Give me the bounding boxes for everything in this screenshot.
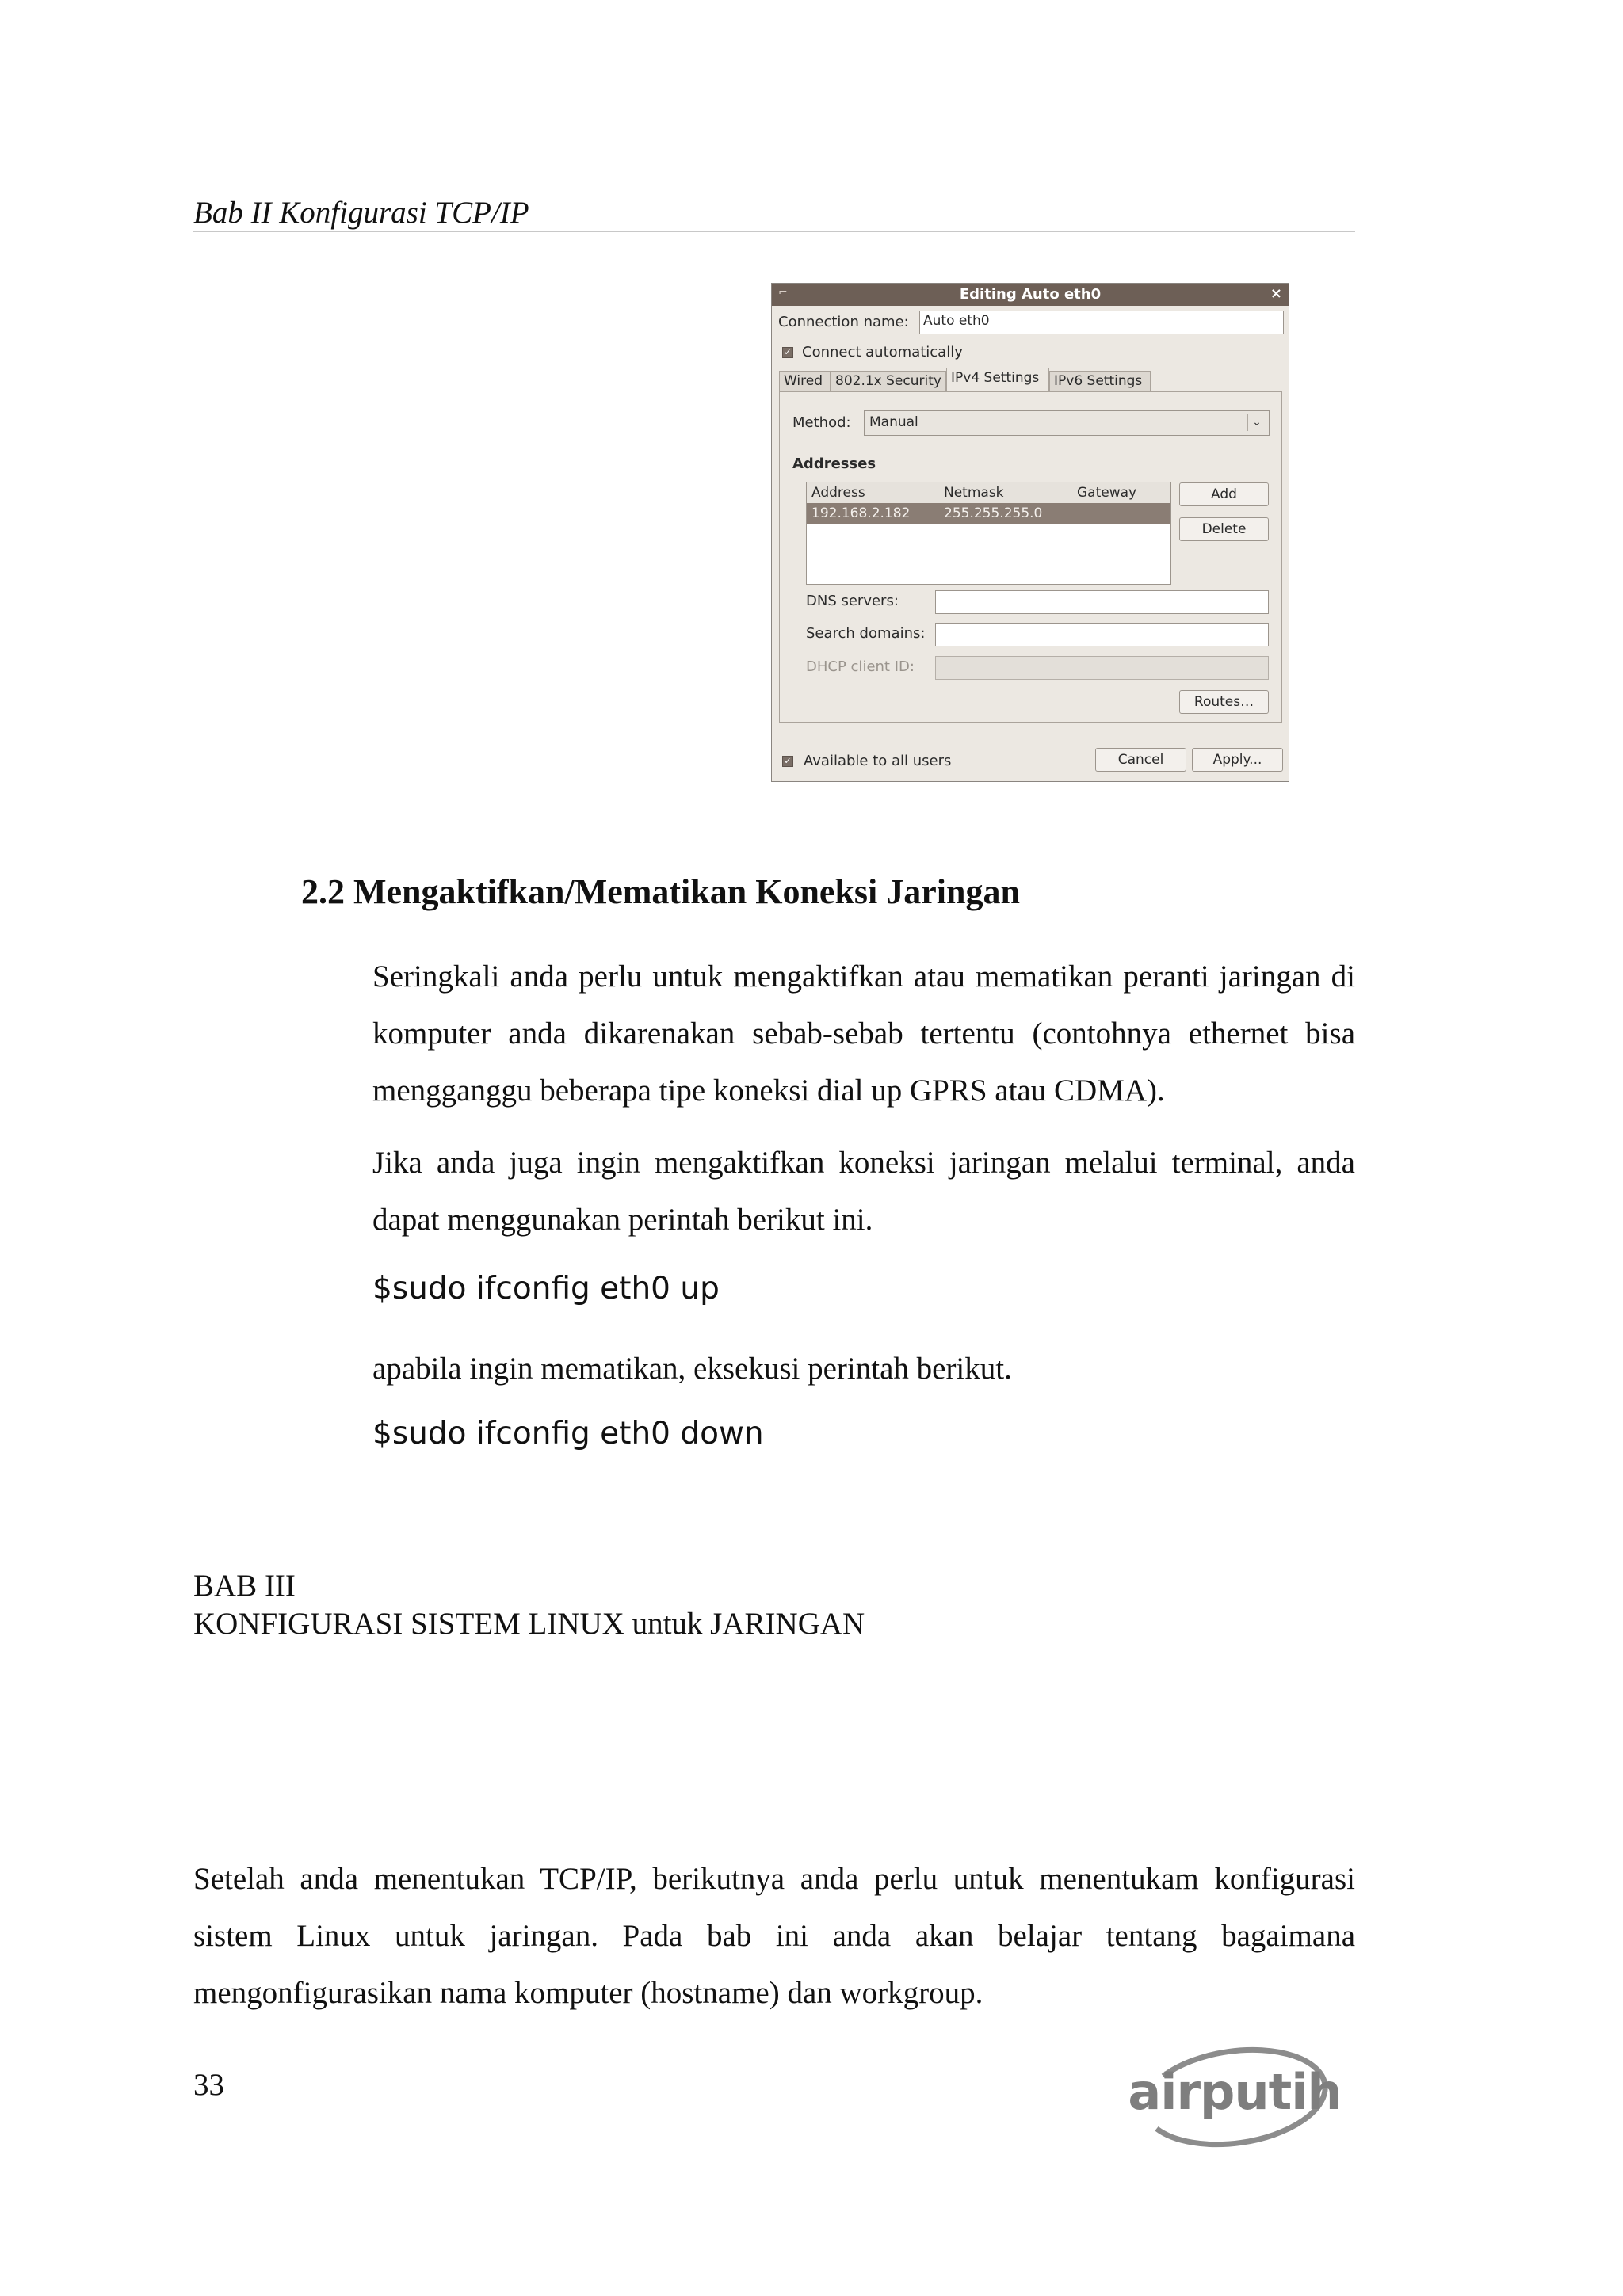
chapter-intro-paragraph: Setelah anda menentukan TCP/IP, berikutnya anda perlu untuk menentukam konfigurasi sistem Linux untuk jaringan. Pada bab ini anda akan belajar tentang bagaimana mengonfigurasikan nama komputer (hostname) dan workgroup. <box>193 1862 1355 2010</box>
close-icon[interactable]: × <box>1270 285 1282 302</box>
available-to-all-users-checkbox[interactable]: ✓ <box>782 756 793 767</box>
tab-wired[interactable]: Wired <box>779 371 831 391</box>
cancel-button[interactable]: Cancel <box>1095 748 1186 772</box>
delete-button[interactable]: Delete <box>1179 517 1269 541</box>
chevron-down-icon: ⌄ <box>1247 414 1266 431</box>
table-header <box>807 482 1170 504</box>
chapter-title: KONFIGURASI SISTEM LINUX untuk JARINGAN <box>193 1607 865 1641</box>
search-domains-label: Search domains: <box>806 625 926 642</box>
running-header: Bab II Konfigurasi TCP/IP <box>193 196 529 230</box>
table-row[interactable] <box>807 503 1170 524</box>
dialog-title: Editing Auto eth0 <box>959 286 1102 303</box>
chapter-heading <box>193 1567 865 1643</box>
available-to-all-users-label: Available to all users <box>804 753 952 769</box>
tab-8021x-security[interactable]: 802.1x Security <box>831 371 946 391</box>
cell-address: 192.168.2.182 <box>812 505 911 521</box>
editing-connection-dialog <box>771 283 1289 782</box>
add-button[interactable]: Add <box>1179 482 1269 506</box>
column-header-gateway[interactable]: Gateway <box>1077 485 1137 501</box>
section-paragraph-1: Seringkali anda perlu untuk mengaktifkan atau mematikan peranti jaringan di komputer anda dikarenakan sebab-sebab tertentu (contohnya ethernet bisa mengganggu beberapa tipe koneksi dial up GPRS atau CDMA). <box>372 959 1355 1108</box>
connect-automatically-checkbox[interactable]: ✓ <box>782 347 793 358</box>
connection-name-label: Connection name: <box>778 314 909 330</box>
search-domains-input[interactable] <box>935 623 1269 646</box>
section-paragraph-2: Jika anda juga ingin mengaktifkan koneksi jaringan melalui terminal, anda dapat menggunakan perintah berikut ini. <box>372 1146 1355 1237</box>
svg-text:airputih: airputih <box>1128 2063 1342 2121</box>
cell-netmask: 255.255.255.0 <box>944 505 1043 521</box>
header-rule <box>193 231 1355 232</box>
airputih-logo <box>1104 2044 1365 2151</box>
dialog-titlebar <box>772 284 1289 306</box>
dns-servers-label: DNS servers: <box>806 593 899 609</box>
dns-servers-input[interactable] <box>935 590 1269 614</box>
section-heading: 2.2 Mengaktifkan/Mematikan Koneksi Jaringan <box>301 872 1020 911</box>
routes-button[interactable]: Routes… <box>1179 690 1269 714</box>
method-label: Method: <box>792 414 851 431</box>
connection-name-input[interactable]: Auto eth0 <box>919 311 1284 334</box>
column-header-netmask[interactable]: Netmask <box>944 485 1004 501</box>
addresses-table[interactable] <box>806 482 1171 585</box>
connect-automatically-label: Connect automatically <box>802 344 963 360</box>
command-eth0-down: $sudo ifconfig eth0 down <box>372 1416 764 1451</box>
method-dropdown[interactable] <box>864 410 1270 436</box>
page-number: 33 <box>193 2068 224 2102</box>
method-value: Manual <box>869 414 918 430</box>
dhcp-client-id-label: DHCP client ID: <box>806 658 915 675</box>
tab-ipv6-settings[interactable]: IPv6 Settings <box>1049 371 1151 391</box>
tab-ipv4-settings[interactable]: IPv4 Settings <box>946 368 1049 392</box>
column-header-address[interactable]: Address <box>812 485 865 501</box>
window-menu-icon[interactable]: ⌐ <box>778 286 788 299</box>
command-eth0-up: $sudo ifconfig eth0 up <box>372 1271 720 1306</box>
dhcp-client-id-input <box>935 656 1269 680</box>
addresses-label: Addresses <box>792 456 876 472</box>
chapter-label: BAB III <box>193 1569 296 1603</box>
section-paragraph-3: apabila ingin mematikan, eksekusi perintah berikut. <box>372 1352 1012 1386</box>
apply-button[interactable]: Apply... <box>1192 748 1283 772</box>
